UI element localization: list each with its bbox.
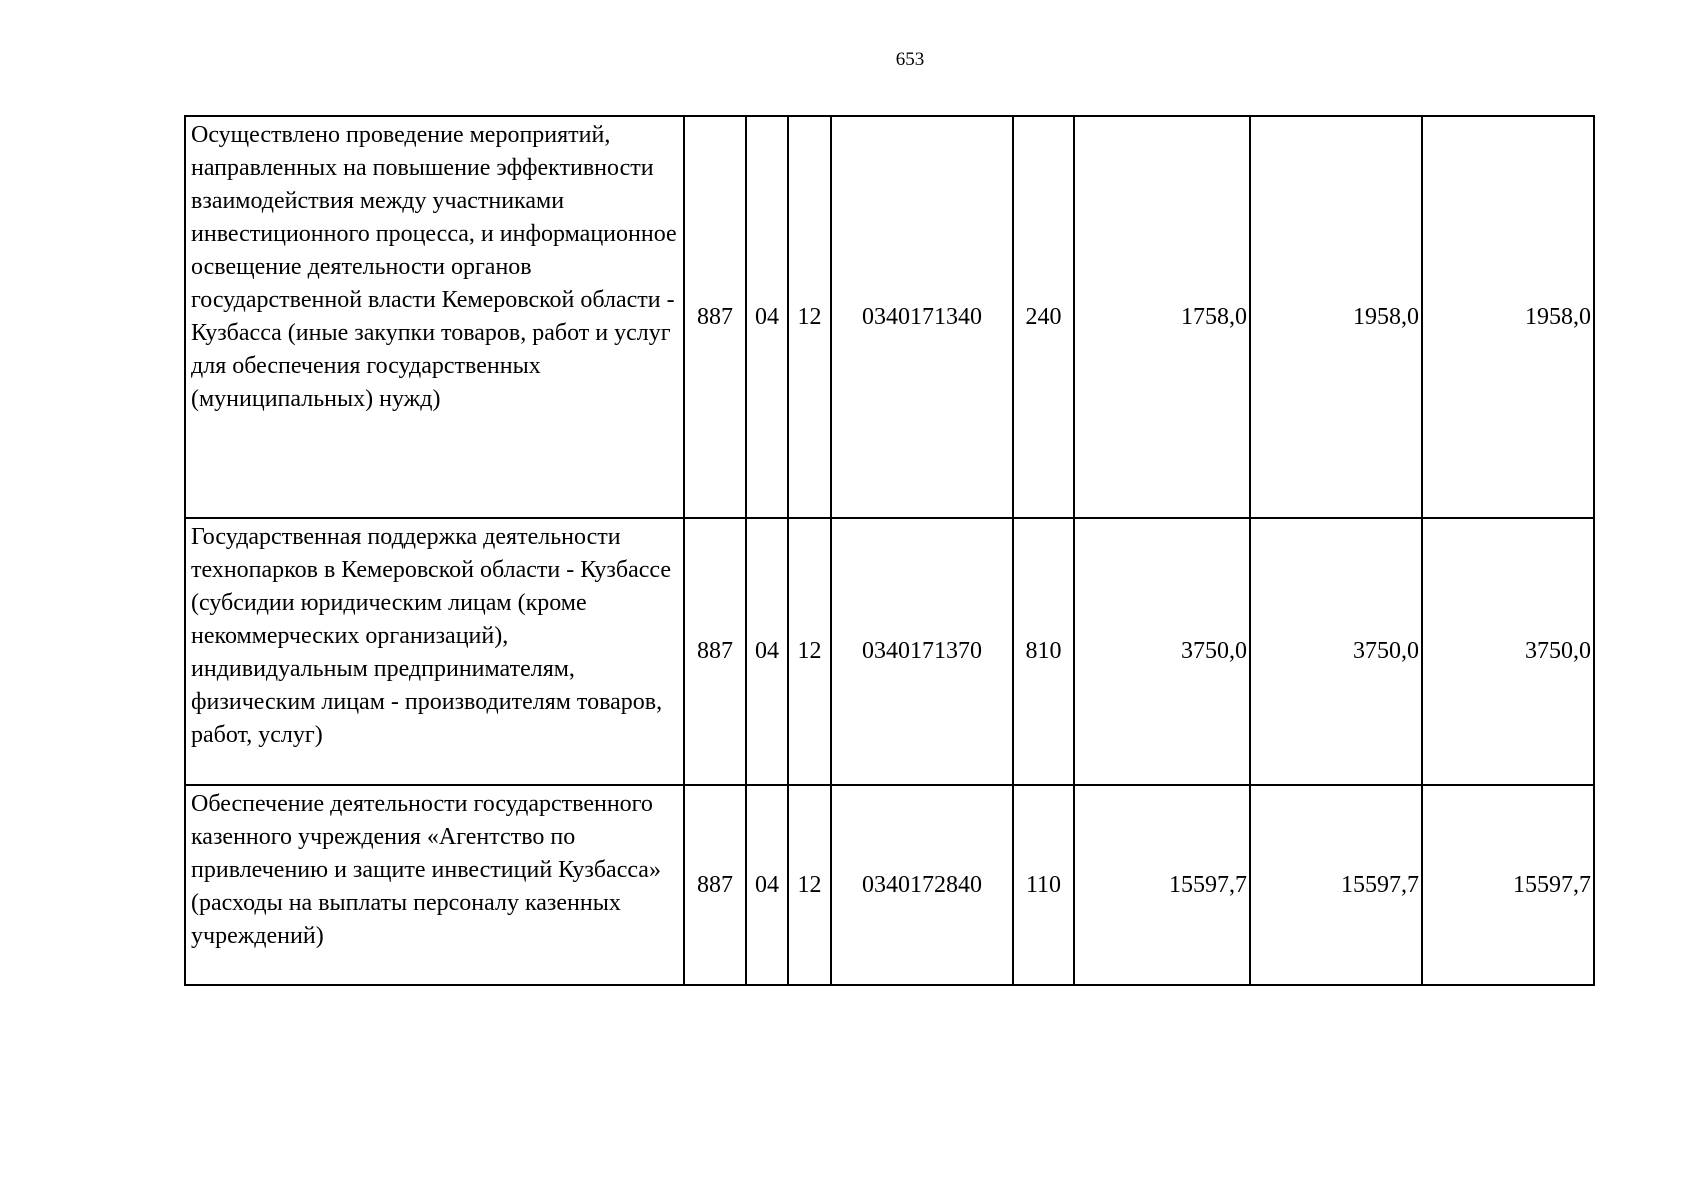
- page-number: 653: [895, 49, 925, 70]
- amount-1: 3750,0: [1074, 518, 1250, 785]
- amount-1: 15597,7: [1074, 785, 1250, 985]
- amount-2: 3750,0: [1250, 518, 1422, 785]
- target-article-code: 0340171340: [831, 116, 1013, 518]
- table-row: [185, 518, 1594, 785]
- table-row: [185, 116, 1594, 518]
- subsection-code: 12: [788, 518, 831, 785]
- budget-table: [184, 115, 1595, 986]
- amount-1: 1758,0: [1074, 116, 1250, 518]
- ministry-code: 887: [684, 785, 746, 985]
- ministry-code: 887: [684, 116, 746, 518]
- expense-type-code: 810: [1013, 518, 1074, 785]
- amount-3: 15597,7: [1422, 785, 1594, 985]
- amount-2: 1958,0: [1250, 116, 1422, 518]
- target-article-code: 0340172840: [831, 785, 1013, 985]
- section-code: 04: [746, 116, 788, 518]
- section-code: 04: [746, 518, 788, 785]
- amount-3: 3750,0: [1422, 518, 1594, 785]
- expense-type-code: 110: [1013, 785, 1074, 985]
- row-description: Государственная поддержка деятельности технопарков в Кемеровской области - Кузбассе (субсидии юридическим лицам (кроме некоммерческих организаций), индивидуальным предпринимателям, физическим лицам - производителям товаров, работ, услуг): [185, 518, 684, 785]
- subsection-code: 12: [788, 116, 831, 518]
- subsection-code: 12: [788, 785, 831, 985]
- target-article-code: 0340171370: [831, 518, 1013, 785]
- row-description: Осуществлено проведение мероприятий, направленных на повышение эффективности взаимодействия между участниками инвестиционного процесса, и информационное освещение деятельности органов государственной власти Кемеровской области - Кузбасса (иные закупки товаров, работ и услуг для обеспечения государственных (муниципальных) нужд): [185, 116, 684, 518]
- expense-type-code: 240: [1013, 116, 1074, 518]
- section-code: 04: [746, 785, 788, 985]
- row-description: Обеспечение деятельности государственного казенного учреждения «Агентство по привлечению и защите инвестиций Кузбасса» (расходы на выплаты персоналу казенных учреждений): [185, 785, 684, 985]
- ministry-code: 887: [684, 518, 746, 785]
- amount-3: 1958,0: [1422, 116, 1594, 518]
- table-row: [185, 785, 1594, 985]
- amount-2: 15597,7: [1250, 785, 1422, 985]
